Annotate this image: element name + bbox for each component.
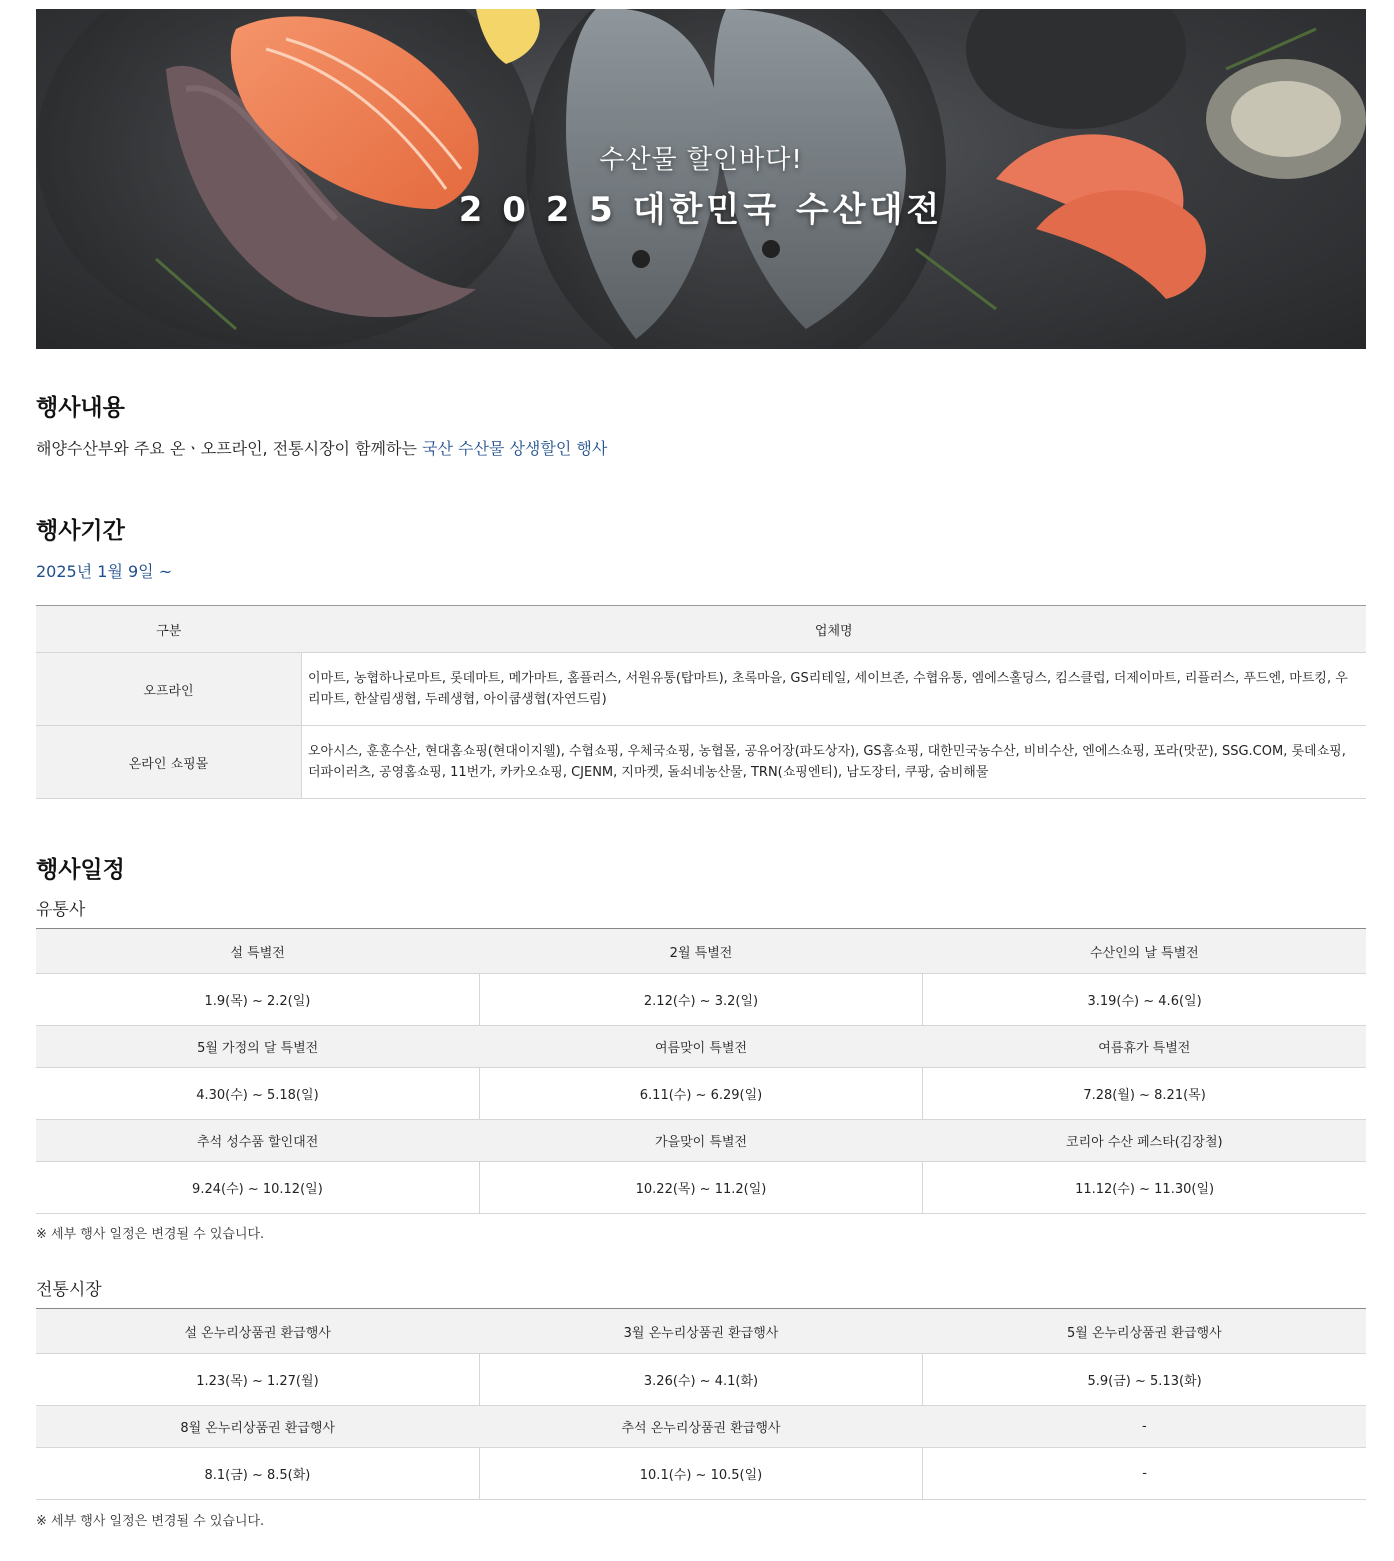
event-content-section [36, 389, 607, 459]
schedule-event-row [36, 1120, 1366, 1162]
retail-subheading: 유통사 [36, 900, 86, 920]
schedule-date-row [36, 1068, 1366, 1120]
event-period-date: 2025년 1월 9일 ~ [36, 562, 173, 581]
schedule-heading: 행사일정 [36, 857, 125, 883]
schedule-date-row [36, 1162, 1366, 1214]
event-period-heading: 행사기간 [36, 518, 125, 544]
schedule-event-row [36, 1406, 1366, 1448]
schedule-event-date: 8.1(금) ~ 8.5(화) [36, 1448, 479, 1500]
schedule-event-row [36, 929, 1366, 974]
schedule-event-date: - [923, 1448, 1366, 1500]
vendor-names-cell: 오아시스, 훈훈수산, 현대홈쇼핑(현대이지웰), 수협쇼핑, 우체국쇼핑, 농협몰, 공유어장(파도상자), GS홈쇼핑, 대한민국농수산, 비비수산, 엔에스쇼핑, 포라(맛꾼), SSG.COM, 롯데쇼핑, 더파이러츠, 공영홈쇼핑, 11번가, 카카오쇼핑, CJENM, 지마켓, 돌쇠네농산물, TRN(쇼핑엔티), 남도장터, 쿠팡, 숨비해물 [302, 726, 1367, 799]
schedule-event-name: 설 특별전 [36, 929, 479, 974]
schedule-date-row [36, 1448, 1366, 1500]
schedule-event-name: 8월 온누리상품권 환급행사 [36, 1406, 479, 1448]
schedule-event-name: 5월 온누리상품권 환급행사 [923, 1309, 1366, 1354]
schedule-event-date: 10.22(목) ~ 11.2(일) [479, 1162, 922, 1214]
schedule-date-row [36, 974, 1366, 1026]
schedule-event-name: 추석 성수품 할인대전 [36, 1120, 479, 1162]
schedule-event-date: 7.28(월) ~ 8.21(목) [923, 1068, 1366, 1120]
schedule-event-name: 가을맞이 특별전 [479, 1120, 922, 1162]
market-schedule-table [36, 1308, 1366, 1500]
schedule-event-name: 5월 가정의 달 특별전 [36, 1026, 479, 1068]
schedule-event-row [36, 1309, 1366, 1354]
schedule-event-date: 1.9(목) ~ 2.2(일) [36, 974, 479, 1026]
schedule-event-date: 1.23(목) ~ 1.27(월) [36, 1354, 479, 1406]
event-content-text [36, 436, 607, 459]
schedule-event-name: 설 온누리상품권 환급행사 [36, 1309, 479, 1354]
vendor-table [36, 605, 1366, 799]
market-schedule-note: ※ 세부 행사 일정은 변경될 수 있습니다. [36, 1514, 265, 1529]
schedule-event-name: 2월 특별전 [479, 929, 922, 974]
schedule-event-date: 10.1(수) ~ 10.5(일) [479, 1448, 922, 1500]
schedule-event-name: 코리아 수산 페스타(김장철) [923, 1120, 1366, 1162]
event-content-prefix: 해양수산부와 주요 온ㆍ오프라인, 전통시장이 함께하는 [36, 439, 423, 458]
schedule-event-name: - [923, 1406, 1366, 1448]
schedule-event-date: 3.19(수) ~ 4.6(일) [923, 974, 1366, 1026]
table-row [36, 726, 1366, 799]
event-content-heading: 행사내용 [36, 395, 125, 421]
schedule-event-date: 2.12(수) ~ 3.2(일) [479, 974, 922, 1026]
event-period-section [36, 512, 172, 582]
event-content-highlight: 국산 수산물 상생할인 행사 [422, 439, 608, 458]
schedule-event-row [36, 1026, 1366, 1068]
vendor-col-category: 구분 [36, 606, 302, 653]
schedule-event-date: 9.24(수) ~ 10.12(일) [36, 1162, 479, 1214]
schedule-event-name: 수산인의 날 특별전 [923, 929, 1366, 974]
vendor-category-cell: 온라인 쇼핑몰 [36, 726, 302, 799]
schedule-event-date: 3.26(수) ~ 4.1(화) [479, 1354, 922, 1406]
hero-banner [36, 9, 1366, 349]
vendor-col-name: 업체명 [302, 606, 1367, 653]
schedule-event-date: 11.12(수) ~ 11.30(일) [923, 1162, 1366, 1214]
schedule-event-date: 6.11(수) ~ 6.29(일) [479, 1068, 922, 1120]
banner-title: 2 0 2 5 대한민국 수산대전 [458, 190, 944, 230]
vendor-category-cell: 오프라인 [36, 653, 302, 726]
schedule-event-name: 3월 온누리상품권 환급행사 [479, 1309, 922, 1354]
schedule-event-date: 5.9(금) ~ 5.13(화) [923, 1354, 1366, 1406]
schedule-section [36, 851, 125, 884]
retail-schedule-table [36, 928, 1366, 1214]
schedule-date-row [36, 1354, 1366, 1406]
schedule-event-name: 추석 온누리상품권 환급행사 [479, 1406, 922, 1448]
schedule-event-name: 여름맞이 특별전 [479, 1026, 922, 1068]
schedule-event-name: 여름휴가 특별전 [923, 1026, 1366, 1068]
banner-subtitle: 수산물 할인바다! [599, 145, 803, 175]
market-subheading: 전통시장 [36, 1280, 102, 1300]
vendor-table-header [36, 606, 1366, 653]
retail-schedule-note: ※ 세부 행사 일정은 변경될 수 있습니다. [36, 1227, 265, 1242]
vendor-names-cell: 이마트, 농협하나로마트, 롯데마트, 메가마트, 홈플러스, 서원유통(탑마트), 초록마을, GS리테일, 세이브존, 수협유통, 엠에스홀딩스, 킴스클럽, 더제이마트, 리플러스, 푸드엔, 마트킹, 우리마트, 한살림생협, 두레생협, 아이쿱생협(자연드림) [302, 653, 1367, 726]
schedule-event-date: 4.30(수) ~ 5.18(일) [36, 1068, 479, 1120]
table-row [36, 653, 1366, 726]
